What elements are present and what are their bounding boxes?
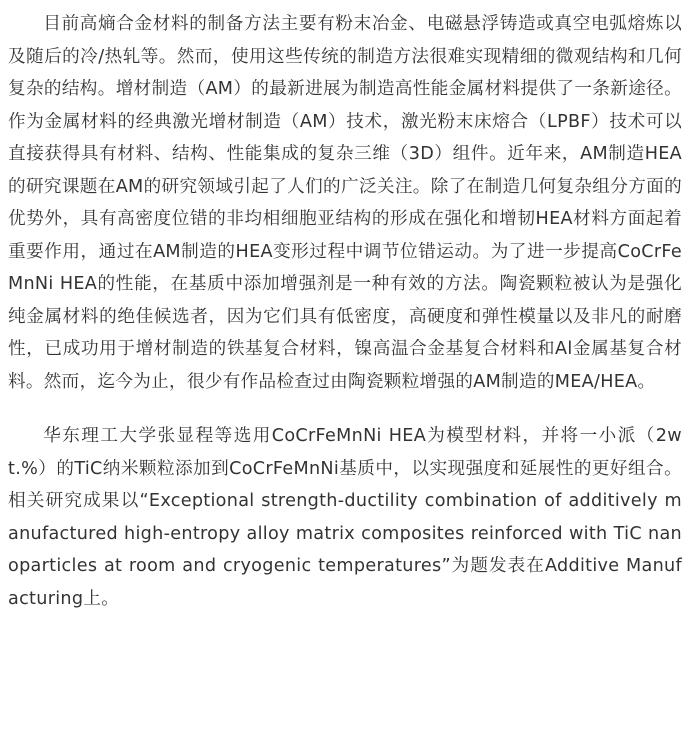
paragraph-hea-fabrication: 目前高熵合金材料的制备方法主要有粉末冶金、电磁悬浮铸造或真空电弧熔炼以及随后的冷/热轧等。然而，使用这些传统的制造方法很难实现精细的微观结构和几何复杂的结构。增材制造（AM）的最新进展为制造高性能金属材料提供了一条新途径。作为金属材料的经典激光增材制造（AM）技术，激光粉末床熔合（LPBF）技术可以直接获得具有材料、结构、性能集成的复杂三维（3D）组件。近年来，AM制造HEA的研究课题在AM的研究领域引起了人们的广泛关注。除了在制造几何复杂组分方面的优势外，具有高密度位错的非均相细胞亚结构的形成在强化和增韧HEA材料方面起着重要作用，通过在AM制造的HEA变形过程中调节位错运动。为了进一步提高CoCrFeMnNi HEA的性能，在基质中添加增强剂是一种有效的方法。陶瓷颗粒被认为是强化纯金属材料的绝佳候选者，因为它们具有低密度，高硬度和弹性模量以及非凡的耐磨性，已成功用于增材制造的铁基复合材料，镍高温合金基复合材料和Al金属基复合材料。然而，迄今为止，很少有作品检查过由陶瓷颗粒增强的AM制造的MEA/HEA。: [8, 14, 682, 392]
paragraph-research-summary: 华东理工大学张显程等选用CoCrFeMnNi HEA为模型材料，并将一小派（2wt.%）的TiC纳米颗粒添加到CoCrFeMnNi基质中，以实现强度和延展性的更好组合。相关研究成果以“Exceptional strength-ductility combination of additively manufactured high-entropy alloy matrix composites reinforced with TiC nanoparticles at room and cryogenic temperatures”为题发表在Additive Manufacturing上。: [8, 426, 682, 609]
article-body: [8, 8, 682, 615]
